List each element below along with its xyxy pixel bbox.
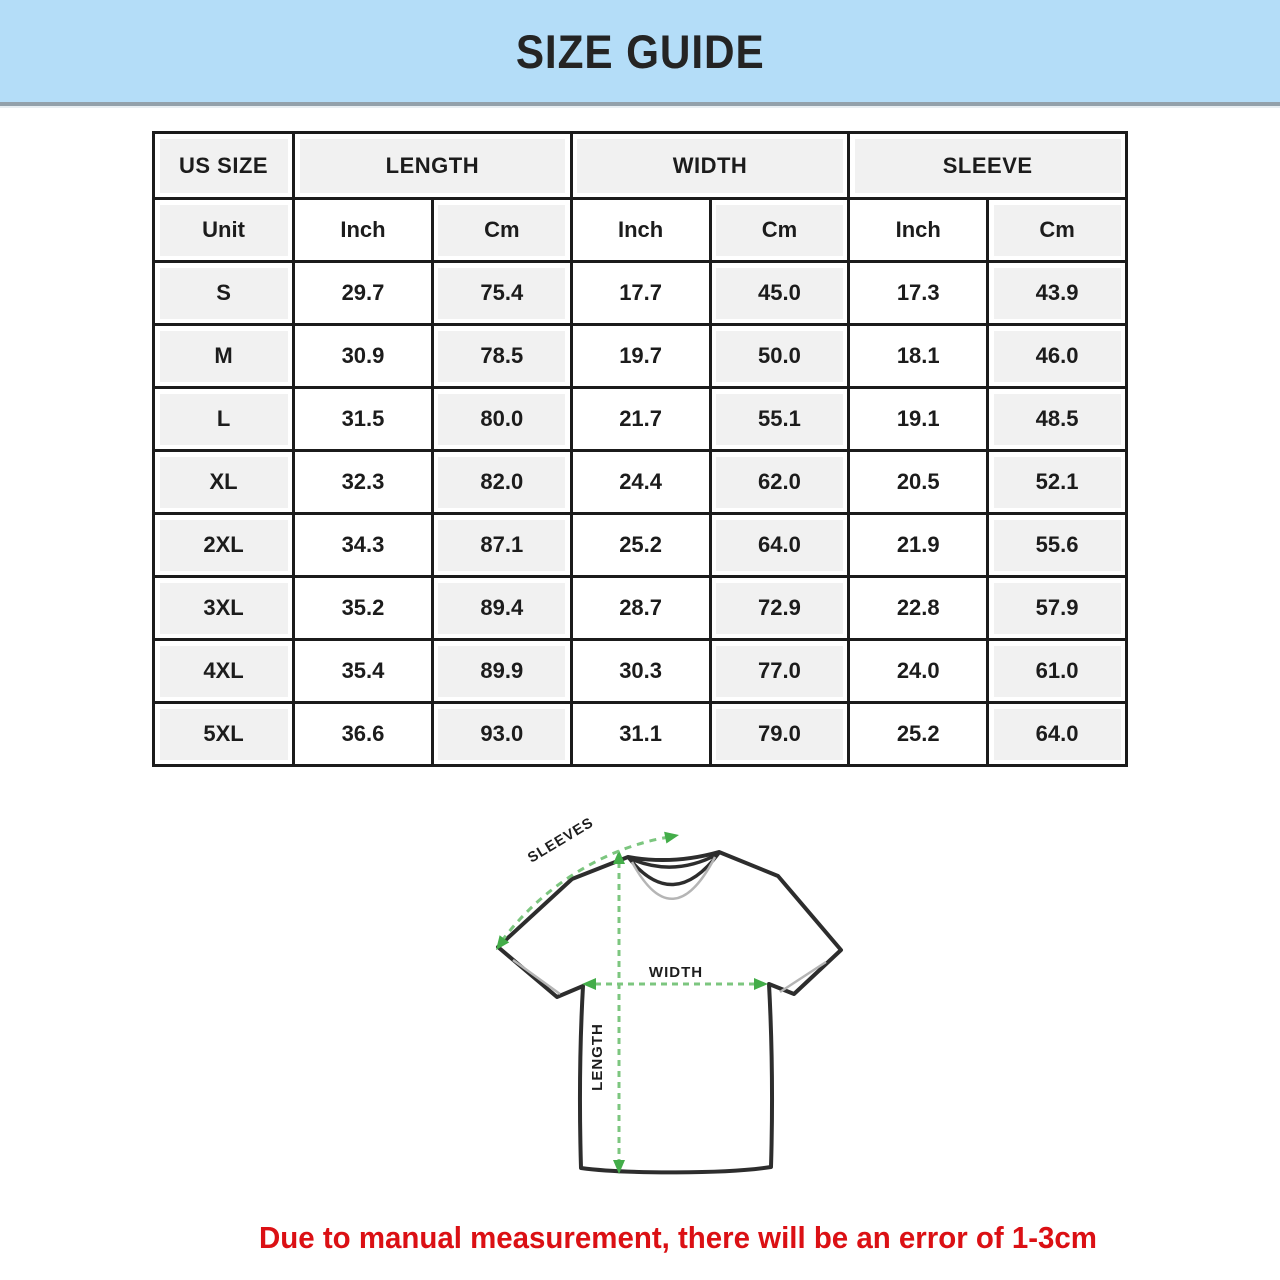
value-cell: 79.0 bbox=[710, 703, 849, 766]
value-cell: 28.7 bbox=[571, 577, 710, 640]
unit-cell: Inch bbox=[294, 199, 433, 262]
value-cell: 31.1 bbox=[571, 703, 710, 766]
table-row bbox=[154, 388, 1127, 451]
size-guide-banner bbox=[0, 0, 1280, 102]
value-cell: 50.0 bbox=[710, 325, 849, 388]
value-cell: 62.0 bbox=[710, 451, 849, 514]
value-cell: 19.7 bbox=[571, 325, 710, 388]
value-cell: 24.0 bbox=[849, 640, 988, 703]
size-cell: M bbox=[154, 325, 294, 388]
size-cell: 2XL bbox=[154, 514, 294, 577]
tshirt-outline bbox=[498, 852, 841, 1172]
value-cell: 35.2 bbox=[294, 577, 433, 640]
width-label: WIDTH bbox=[648, 964, 704, 981]
value-cell: 32.3 bbox=[294, 451, 433, 514]
value-cell: 57.9 bbox=[988, 577, 1127, 640]
table-unit-row bbox=[154, 199, 1127, 262]
value-cell: 46.0 bbox=[988, 325, 1127, 388]
unit-cell: Inch bbox=[849, 199, 988, 262]
tshirt-diagram bbox=[445, 800, 905, 1230]
value-cell: 34.3 bbox=[294, 514, 433, 577]
unit-cell: Cm bbox=[710, 199, 849, 262]
size-cell: 3XL bbox=[154, 577, 294, 640]
sleeves-label: SLEEVES bbox=[525, 814, 597, 867]
banner-divider bbox=[0, 102, 1280, 108]
value-cell: 64.0 bbox=[710, 514, 849, 577]
value-cell: 17.3 bbox=[849, 262, 988, 325]
value-cell: 21.7 bbox=[571, 388, 710, 451]
unit-cell: Cm bbox=[988, 199, 1127, 262]
col-header-us-size: US SIZE bbox=[154, 133, 294, 199]
value-cell: 78.5 bbox=[432, 325, 571, 388]
size-cell: XL bbox=[154, 451, 294, 514]
value-cell: 31.5 bbox=[294, 388, 433, 451]
size-table bbox=[152, 131, 1128, 767]
value-cell: 25.2 bbox=[849, 703, 988, 766]
value-cell: 21.9 bbox=[849, 514, 988, 577]
value-cell: 93.0 bbox=[432, 703, 571, 766]
col-header-length: LENGTH bbox=[294, 133, 572, 199]
value-cell: 25.2 bbox=[571, 514, 710, 577]
table-row bbox=[154, 451, 1127, 514]
measurement-note: Due to manual measurement, there will be an error of 1-3cm bbox=[259, 1220, 1097, 1255]
value-cell: 89.9 bbox=[432, 640, 571, 703]
table-header-row bbox=[154, 133, 1127, 199]
value-cell: 61.0 bbox=[988, 640, 1127, 703]
page-title: SIZE GUIDE bbox=[515, 24, 765, 78]
value-cell: 55.6 bbox=[988, 514, 1127, 577]
value-cell: 30.9 bbox=[294, 325, 433, 388]
value-cell: 30.3 bbox=[571, 640, 710, 703]
value-cell: 87.1 bbox=[432, 514, 571, 577]
value-cell: 52.1 bbox=[988, 451, 1127, 514]
unit-cell: Cm bbox=[432, 199, 571, 262]
table-row bbox=[154, 703, 1127, 766]
value-cell: 24.4 bbox=[571, 451, 710, 514]
value-cell: 17.7 bbox=[571, 262, 710, 325]
size-cell: 4XL bbox=[154, 640, 294, 703]
value-cell: 55.1 bbox=[710, 388, 849, 451]
table-row bbox=[154, 640, 1127, 703]
unit-cell: Unit bbox=[154, 199, 294, 262]
size-cell: 5XL bbox=[154, 703, 294, 766]
value-cell: 64.0 bbox=[988, 703, 1127, 766]
value-cell: 89.4 bbox=[432, 577, 571, 640]
value-cell: 48.5 bbox=[988, 388, 1127, 451]
value-cell: 75.4 bbox=[432, 262, 571, 325]
size-cell: S bbox=[154, 262, 294, 325]
table-row bbox=[154, 325, 1127, 388]
table-row bbox=[154, 514, 1127, 577]
value-cell: 35.4 bbox=[294, 640, 433, 703]
value-cell: 22.8 bbox=[849, 577, 988, 640]
value-cell: 43.9 bbox=[988, 262, 1127, 325]
value-cell: 82.0 bbox=[432, 451, 571, 514]
value-cell: 80.0 bbox=[432, 388, 571, 451]
table-row bbox=[154, 262, 1127, 325]
value-cell: 20.5 bbox=[849, 451, 988, 514]
col-header-sleeve: SLEEVE bbox=[849, 133, 1127, 199]
value-cell: 18.1 bbox=[849, 325, 988, 388]
size-cell: L bbox=[154, 388, 294, 451]
value-cell: 77.0 bbox=[710, 640, 849, 703]
col-header-width: WIDTH bbox=[571, 133, 849, 199]
unit-cell: Inch bbox=[571, 199, 710, 262]
length-label: LENGTH bbox=[589, 1023, 606, 1091]
value-cell: 72.9 bbox=[710, 577, 849, 640]
table-row bbox=[154, 577, 1127, 640]
value-cell: 36.6 bbox=[294, 703, 433, 766]
value-cell: 29.7 bbox=[294, 262, 433, 325]
size-table-container bbox=[152, 131, 1128, 767]
value-cell: 19.1 bbox=[849, 388, 988, 451]
value-cell: 45.0 bbox=[710, 262, 849, 325]
